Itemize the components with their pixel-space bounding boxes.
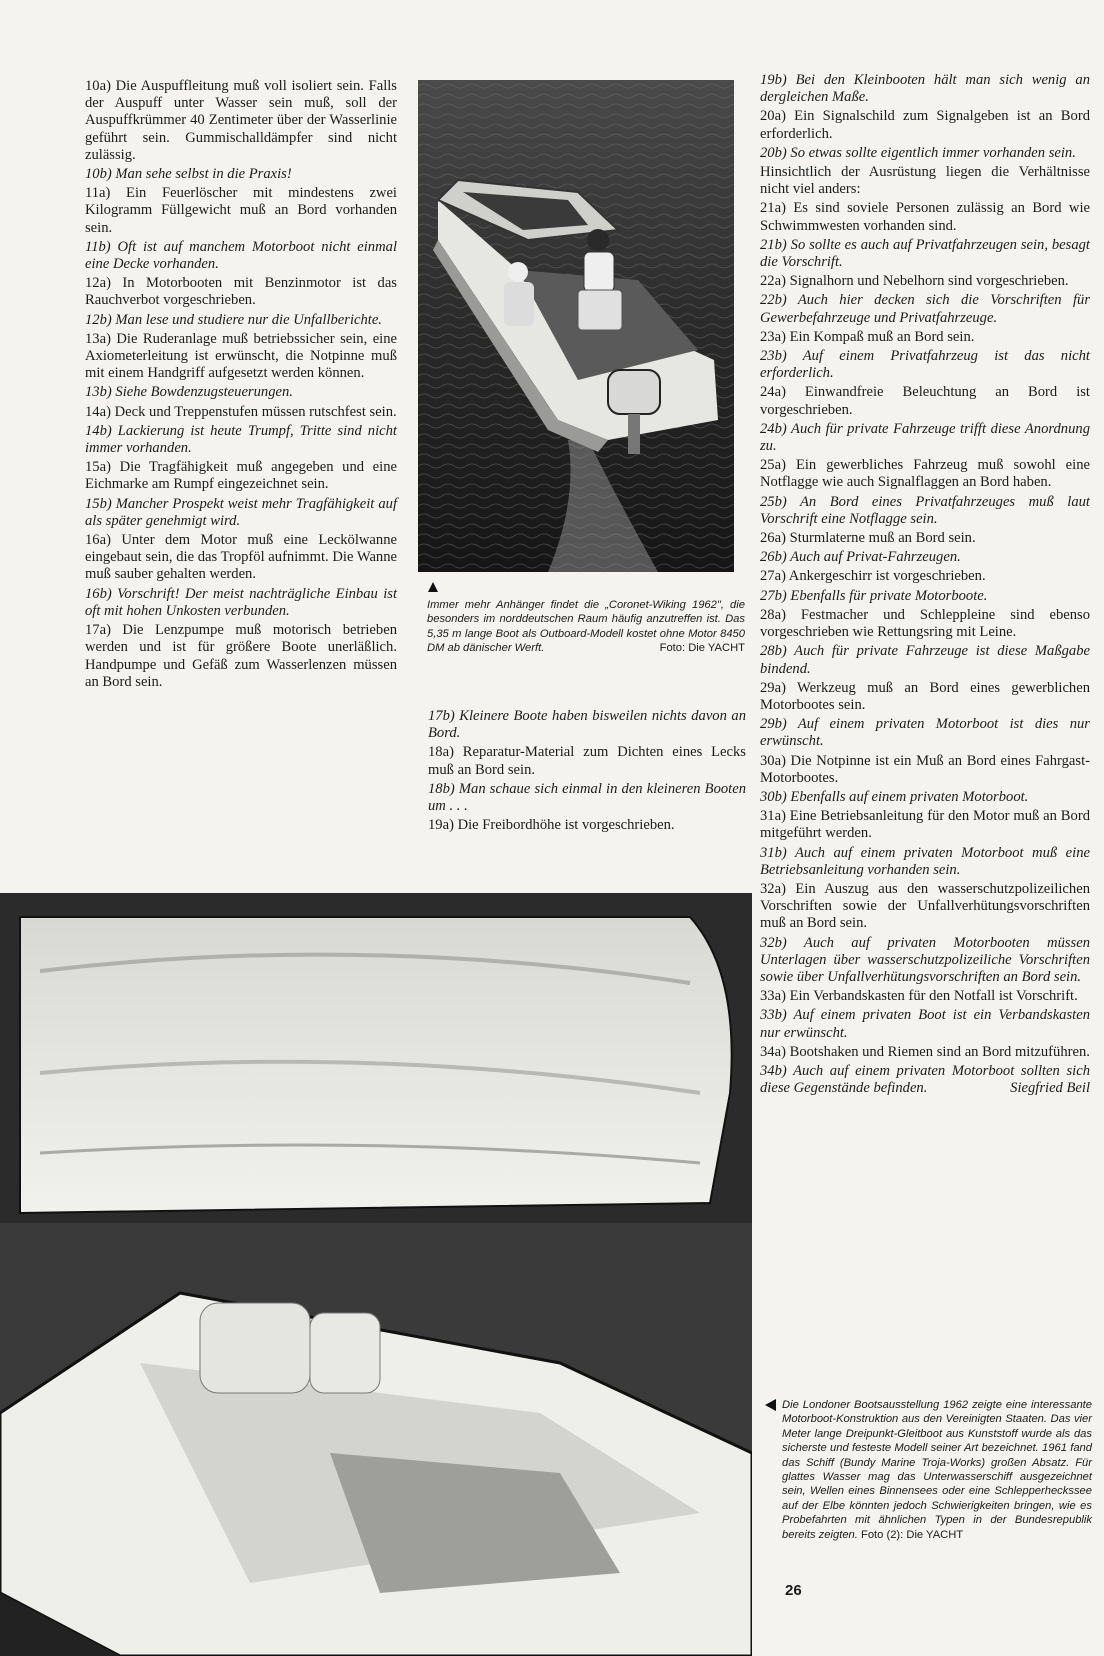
arrow-left-icon (765, 1399, 776, 1411)
paragraph: 26b) Auch auf Privat-Fahrzeugen. (760, 549, 961, 566)
paragraph: 20b) So etwas sollte eigentlich immer vorhanden sein. (760, 144, 1076, 161)
arrow-up-icon (428, 582, 438, 592)
paragraph: 26a) Sturmlaterne muß an Bord sein. (760, 530, 976, 547)
paragraph: 30a) Die Notpinne ist ein Muß an Bord eines Fahrgast-Motorbootes. (760, 752, 1090, 786)
paragraph: 22a) Signalhorn und Nebelhorn sind vorgeschrieben. (760, 273, 1069, 290)
paragraph: 27b) Ebenfalls für private Motorboote. (760, 587, 988, 604)
paragraph: 29a) Werkzeug muß an Bord eines gewerblichen Motorbootes sein. (760, 679, 1090, 713)
paragraph: 23a) Ein Kompaß muß an Bord sein. (760, 328, 975, 345)
paragraph: 28a) Festmacher und Schleppleine sind ebenso vorgeschrieben wie Rettungsring mit Leine. (760, 606, 1090, 641)
paragraph: 12a) In Motorbooten mit Benzinmotor ist das Rauchverbot vorgeschrieben. (85, 275, 397, 309)
paragraph: 15b) Mancher Prospekt weist mehr Tragfähigkeit auf als später genehmigt wird. (85, 495, 397, 529)
coronet-boat-photo (418, 80, 734, 572)
paragraph: 25b) An Bord eines Privatfahrzeuges muß laut Vorschrift eine Notflagge sein. (760, 493, 1090, 527)
caption-bottom-text: Die Londoner Bootsausstellung 1962 zeigte eine interessante Motorboot-Konstruktion aus den Vereinigten Staaten. Das vier Meter lange Dreipunkt-Gleitboot aus Kunststoff wurde als das sicherste und festeste Modell seiner Art bezeichnet. 1961 fand das Schiff (Bundy Marine Troja-Works) großen Absatz. Für glattes Wasser mag das Unterwasserschiff ausgezeichnet sein, Wellen eines Binnensees oder eine Schlepperheckssee auf der Elbe könnten jedoch Schwierigkeiten bringen, wie es Probefahrten mit ähnlichen Typen in der Bundesrepublik bereits zeigten. (782, 1399, 1092, 1541)
paragraph: 13a) Die Ruderanlage muß betriebssicher sein, eine Axiometerleitung ist erwünscht, die Notpinne muß mit einem Handgriff aufgesetzt werden können. (85, 330, 397, 382)
paragraph: 15a) Die Tragfähigkeit muß angegeben und eine Eichmarke am Rumpf eingezeichnet sein. (85, 459, 397, 493)
paragraph: 29b) Auf einem privaten Motorboot ist dies nur erwünscht. (760, 716, 1090, 750)
paragraph: 22b) Auch hier decken sich die Vorschriften für Gewerbefahrzeuge und Privatfahrzeuge. (760, 292, 1090, 326)
paragraph: 32a) Ein Auszug aus den wasserschutzpolizeilichen Vorschriften sowie der Unfallverhütungsvorschriften muß an Bord sein. (760, 880, 1090, 932)
paragraph: 16b) Vorschrift! Der meist nachträgliche Einbau ist oft mit hohen Unkosten verbunden. (85, 585, 397, 619)
photo-caption-bottom (782, 1398, 1092, 1542)
paragraph: 21b) So sollte es auch auf Privatfahrzeugen sein, besagt die Vorschrift. (760, 236, 1090, 271)
paragraph: 31b) Auch auf einem privaten Motorboot muß eine Betriebsanleitung vorhanden sein. (760, 844, 1090, 878)
article-column-left (85, 78, 397, 693)
paragraph: 11a) Ein Feuerlöscher mit mindestens zwei Kilogramm Füllgewicht muß an Bord vorhanden sein. (85, 185, 397, 236)
paragraph: 30b) Ebenfalls auf einem privaten Motorboot. (760, 788, 1029, 805)
paragraph: 14b) Lackierung ist heute Trumpf, Tritte sind nicht immer vorhanden. (85, 422, 397, 457)
page-number: 26 (785, 1582, 802, 1599)
paragraph: 23b) Auf einem Privatfahrzeug ist das nicht erforderlich. (760, 348, 1090, 382)
paragraph: 17a) Die Lenzpumpe muß motorisch betrieben werden und ist für größere Boote unerläßlich. Handpumpe und Gefäß zum Wasserlenzen müssen an Bord sein. (85, 622, 397, 690)
paragraph: 24a) Einwandfreie Beleuchtung an Bord ist vorgeschrieben. (760, 384, 1090, 418)
paragraph: 11b) Oft ist auf manchem Motorboot nicht einmal eine Decke vorhanden. (85, 238, 397, 273)
paragraph: 33b) Auf einem privaten Boot ist ein Verbandskasten nur erwünscht. (760, 1007, 1090, 1041)
paragraph: 19a) Die Freibordhöhe ist vorgeschrieben. (428, 817, 675, 834)
paragraph: 34b) Auch auf einem privaten Motorboot sollten sich diese Gegenstände befinden. Siegfried Beil (760, 1062, 1090, 1097)
article-column-middle (428, 708, 746, 836)
paragraph: 18a) Reparatur-Material zum Dichten eines Lecks muß an Bord sein. (428, 744, 746, 778)
author-signature: Siegfried Beil (1010, 1080, 1090, 1097)
caption-top-text: Immer mehr Anhänger findet die „Coronet-Wiking 1962", die besonders im norddeutschen Raum häufig anzutreffen ist. Das 5,35 m lange Boot als Outboard-Modell kostet ohne Motor 8450 DM ab dänischer Werft. (427, 599, 745, 655)
paragraph: 12b) Man lese und studiere nur die Unfallberichte. (85, 311, 382, 328)
paragraph: 18b) Man schaue sich einmal in den kleineren Booten um . . . (428, 780, 746, 815)
paragraph: 20a) Ein Signalschild zum Signalgeben ist an Bord erforderlich. (760, 108, 1090, 142)
paragraph: 24b) Auch für private Fahrzeuge trifft diese Anordnung zu. (760, 420, 1090, 455)
paragraph: 32b) Auch auf privaten Motorbooten müssen Unterlagen über wasserschutzpolizeiliche Vorschriften sowie über Unfallverhütungsvorschriften an Bord sein. (760, 934, 1090, 985)
paragraph: 34a) Bootshaken und Riemen sind an Bord mitzuführen. (760, 1043, 1090, 1060)
article-column-right (760, 72, 1090, 1099)
paragraph: 25a) Ein gewerbliches Fahrzeug muß sowohl eine Notflagge wie auch Signalflaggen an Bord haben. (760, 457, 1090, 491)
paragraph: 33a) Ein Verbandskasten für den Notfall ist Vorschrift. (760, 988, 1078, 1005)
paragraph: 16a) Unter dem Motor muß eine Leckölwanne eingebaut sein, die das Tropföl aufnimmt. Die Wanne muß sauber gehalten werden. (85, 532, 397, 583)
caption-bottom-credit: Foto (2): Die YACHT (860, 1528, 964, 1541)
paragraph: 31a) Eine Betriebsanleitung für den Motor muß an Bord mitgeführt werden. (760, 808, 1090, 842)
paragraph: 10b) Man sehe selbst in die Praxis! (85, 166, 292, 183)
paragraph: 14a) Deck und Treppenstufen müssen rutschfest sein. (85, 403, 397, 420)
paragraph: 13b) Siehe Bowdenzugsteuerungen. (85, 384, 293, 401)
paragraph: 17b) Kleinere Boote haben bisweilen nichts davon an Bord. (428, 708, 746, 742)
photo-caption-top (427, 598, 745, 656)
paragraph: Hinsichtlich der Ausrüstung liegen die Verhältnisse nicht viel anders: (760, 164, 1090, 198)
paragraph: 28b) Auch für private Fahrzeuge ist diese Maßgabe bindend. (760, 643, 1090, 677)
troja-boat-photo (0, 893, 752, 1656)
paragraph: 21a) Es sind soviele Personen zulässig an Bord wie Schwimmwesten vorhanden sind. (760, 200, 1090, 234)
paragraph: 19b) Bei den Kleinbooten hält man sich wenig an dergleichen Maße. (760, 72, 1090, 106)
caption-top-credit: Foto: Die YACHT (659, 642, 745, 655)
paragraph: 27a) Ankergeschirr ist vorgeschrieben. (760, 568, 986, 585)
paragraph: 10a) Die Auspuffleitung muß voll isoliert sein. Falls der Auspuff unter Wasser sein muß, soll der Auspuffkrümmer 40 Zentimeter über der Wasserlinie geführt sein. Gummischalldämpfer sind nicht zulässig. (85, 78, 397, 163)
